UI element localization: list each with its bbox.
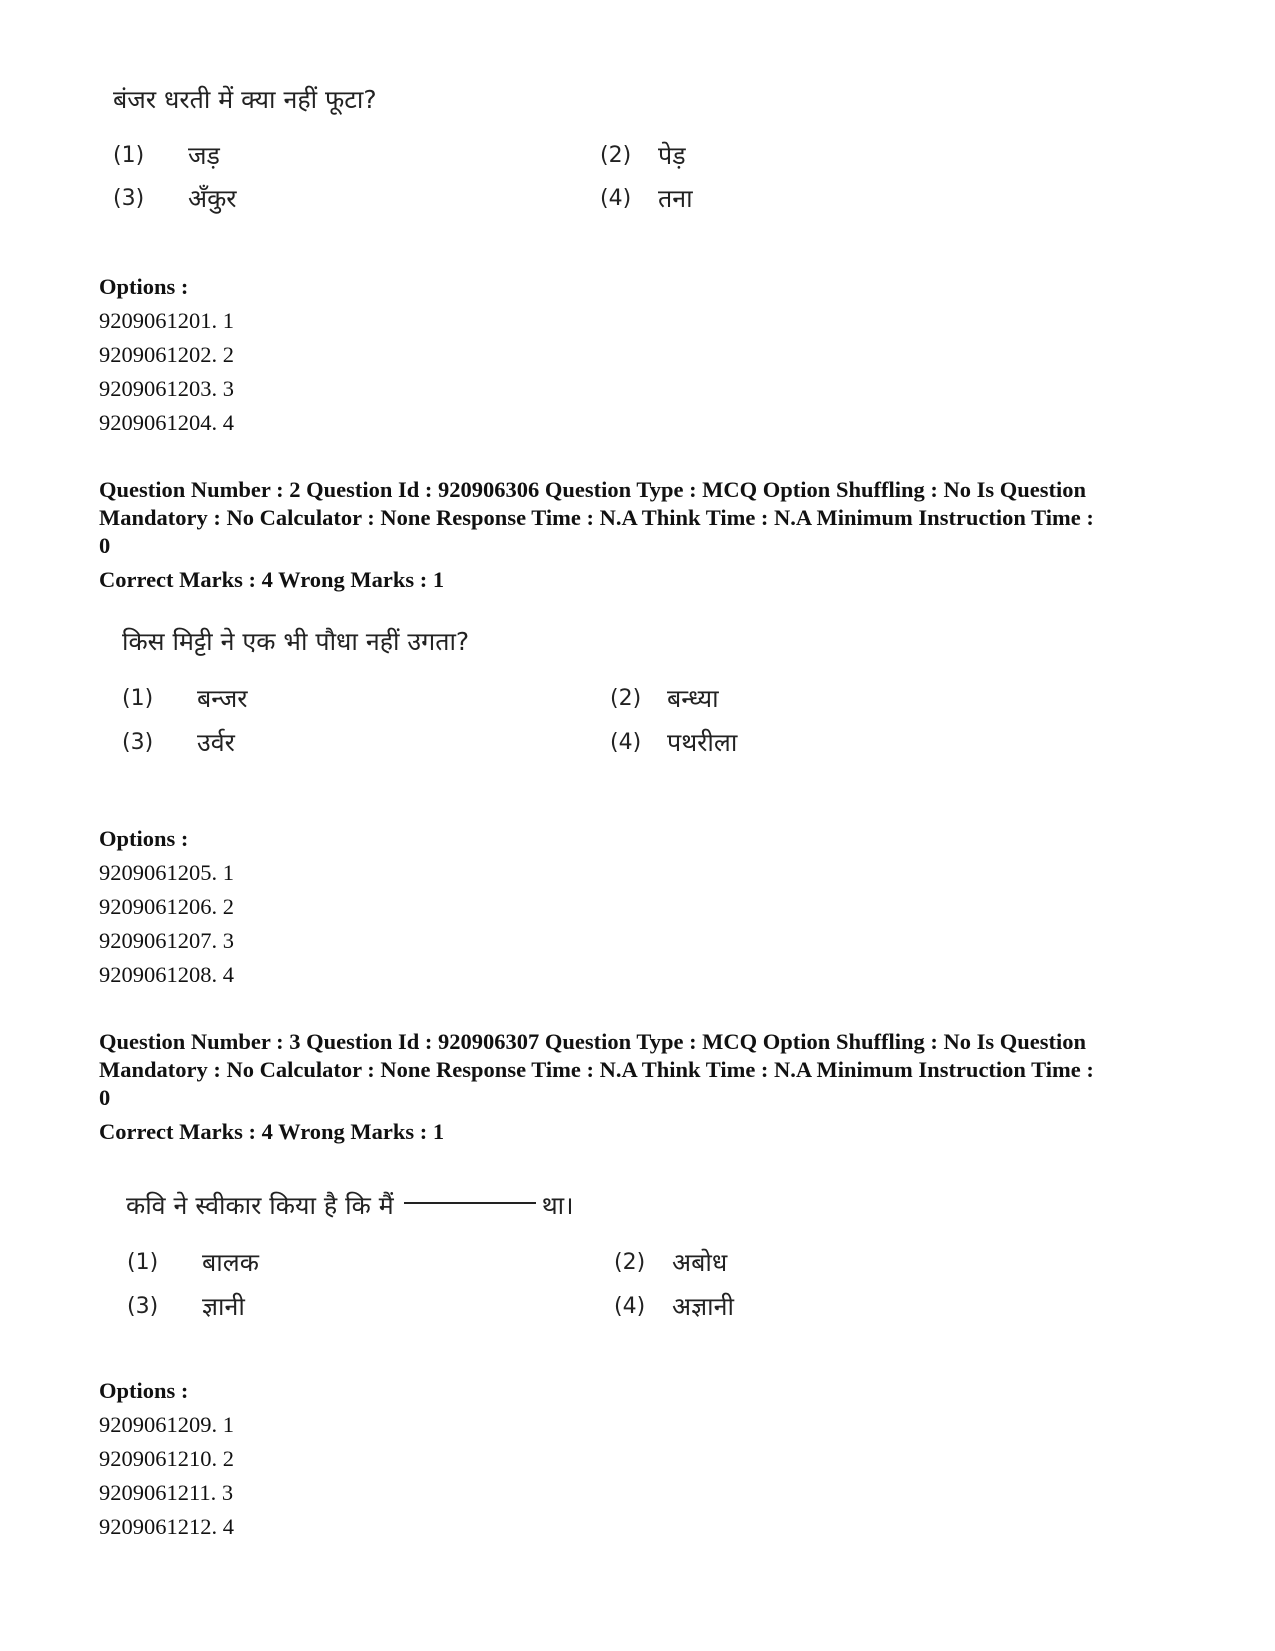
question-3-option-2: 9209061210. 2	[99, 1446, 234, 1471]
question-2-choice-4-text: पथरीला	[667, 728, 738, 757]
question-2-choice-2-number: (2)	[610, 686, 642, 711]
question-1-choice-2-text: पेड़	[658, 141, 686, 170]
question-2-option-3: 9209061207. 3	[99, 928, 234, 953]
question-3-options-label: Options :	[99, 1378, 189, 1403]
question-2-choice-4-number: (4)	[610, 730, 642, 755]
question-3-choice-2-number: (2)	[614, 1250, 646, 1275]
question-3-option-4: 9209061212. 4	[99, 1514, 234, 1539]
question-2-choice-3-text: उर्वर	[197, 728, 235, 757]
question-2-image	[0, 610, 1275, 760]
question-1-choice-4-number: (4)	[600, 186, 632, 211]
question-3-choice-3-text: ज्ञानी	[202, 1292, 245, 1321]
question-1-choice-3-number: (3)	[113, 186, 145, 211]
question-2-option-4: 9209061208. 4	[99, 962, 234, 987]
question-3-choice-4-text: अज्ञानी	[672, 1292, 734, 1321]
question-3-metadata: Question Number : 3 Question Id : 920906307 Question Type : MCQ Option Shuffling : No Is Question Mandatory : No Calculator : None Response Time : N.A Think Time : N.A Minimum Instruction Time : 0	[99, 1029, 1094, 1110]
question-2-metadata: Question Number : 2 Question Id : 920906306 Question Type : MCQ Option Shuffling : No Is Question Mandatory : No Calculator : None Response Time : N.A Think Time : N.A Minimum Instruction Time : 0	[99, 477, 1094, 558]
question-1-choice-1-number: (1)	[113, 143, 145, 168]
question-1-options-label: Options :	[99, 274, 189, 299]
question-3-text-after: था।	[541, 1191, 574, 1220]
question-1-text: बंजर धरती में क्या नहीं फूटा?	[113, 85, 377, 114]
question-2-text: किस मिट्टी ने एक भी पौधा नहीं उगता?	[122, 627, 470, 656]
question-3-text-before: कवि ने स्वीकार किया है कि मैं	[126, 1191, 394, 1220]
question-2-choice-1-number: (1)	[122, 686, 154, 711]
question-2-marks: Correct Marks : 4 Wrong Marks : 1	[99, 567, 445, 592]
question-2-choice-1-text: बन्जर	[197, 684, 248, 713]
question-1-option-4: 9209061204. 4	[99, 410, 234, 435]
question-1-option-2: 9209061202. 2	[99, 342, 234, 367]
question-3-choice-3-number: (3)	[127, 1294, 159, 1319]
question-1-choice-4-text: तना	[658, 184, 693, 213]
question-3-marks: Correct Marks : 4 Wrong Marks : 1	[99, 1119, 445, 1144]
question-1-choice-2-number: (2)	[600, 143, 632, 168]
question-3-option-1: 9209061209. 1	[99, 1412, 234, 1437]
question-3-choice-1-text: बालक	[202, 1248, 259, 1277]
question-1-option-3: 9209061203. 3	[99, 376, 234, 401]
question-1-image	[0, 0, 1275, 230]
question-1-choice-1-text: जड़	[188, 141, 220, 170]
question-1-choice-3-text: अँकुर	[188, 184, 237, 213]
question-2-choice-2-text: बन्ध्या	[667, 684, 719, 713]
question-3-text	[126, 1188, 574, 1222]
question-3-choice-1-number: (1)	[127, 1250, 159, 1275]
question-3-choice-2-text: अबोध	[672, 1248, 728, 1277]
question-2-option-2: 9209061206. 2	[99, 894, 234, 919]
question-3-choice-4-number: (4)	[614, 1294, 646, 1319]
question-3-blank	[404, 1202, 536, 1204]
question-3-option-3: 9209061211. 3	[99, 1480, 234, 1505]
question-2-choice-3-number: (3)	[122, 730, 154, 755]
question-1-option-1: 9209061201. 1	[99, 308, 234, 333]
question-2-options-label: Options :	[99, 826, 189, 851]
question-3-image	[0, 1170, 1275, 1320]
question-2-option-1: 9209061205. 1	[99, 860, 234, 885]
